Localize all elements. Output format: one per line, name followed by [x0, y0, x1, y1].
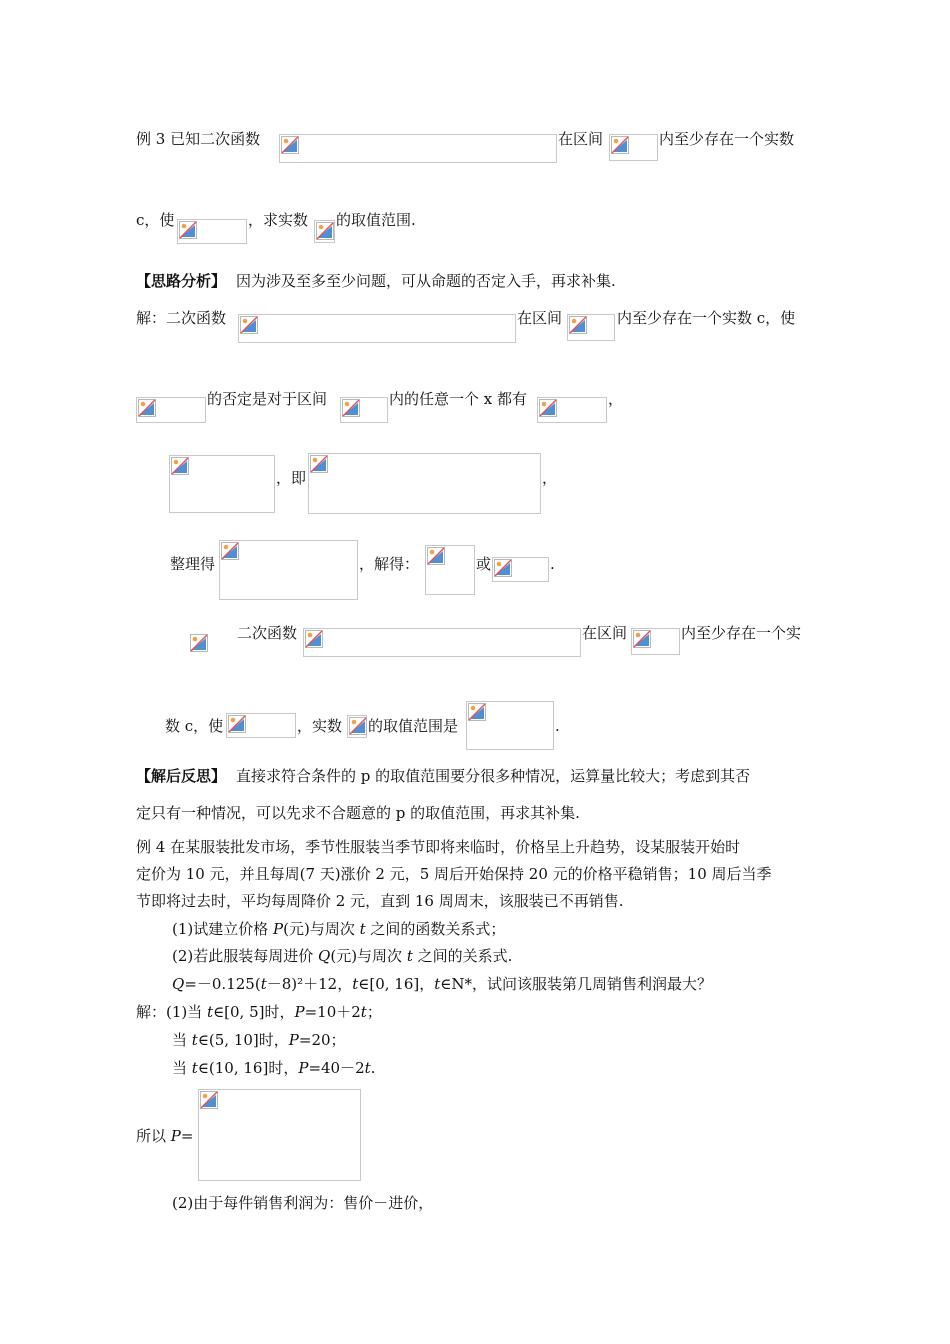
- broken-image-icon: [611, 136, 629, 154]
- broken-image-icon: [200, 1091, 218, 1109]
- broken-image-icon: [281, 136, 299, 154]
- broken-image-icon: [221, 542, 239, 560]
- broken-image-icon: [316, 222, 334, 240]
- formula-image: [567, 314, 615, 341]
- sol3-text: 整理得: [170, 555, 216, 573]
- formula-image: [279, 134, 557, 163]
- broken-image-icon: [305, 630, 323, 648]
- ex3-text: 例 3 已知二次函数: [136, 130, 261, 148]
- sol3-text: .: [550, 555, 555, 573]
- ex4-question-1: (1)试建立价格 P(元)与周次 t 之间的函数关系式；: [172, 920, 506, 938]
- analysis-text: 因为涉及至多至少问题，可从命题的否定入手，再求补集.: [236, 272, 616, 290]
- broken-image-icon: [569, 316, 587, 334]
- broken-image-icon: [310, 455, 328, 473]
- formula-image: [340, 397, 388, 423]
- broken-image-icon: [494, 559, 512, 577]
- formula-image: [609, 134, 658, 161]
- ex4-text: 定价为 10 元，并且每周(7 天)涨价 2 元，5 周后开始保持 20 元的价格平稳销售；10 周后当季: [136, 865, 772, 883]
- sol3-text: 解：二次函数: [136, 309, 227, 327]
- formula-image: [308, 453, 541, 514]
- formula-image: [492, 557, 549, 582]
- sol3-text: ，解得：: [359, 555, 420, 573]
- broken-image-icon: [427, 547, 445, 565]
- formula-image: [425, 545, 475, 595]
- ex3-text: ，求实数: [248, 211, 309, 229]
- ex3-text: c，使: [136, 211, 175, 229]
- ex3-text: 内至少存在一个实数: [659, 130, 795, 148]
- ex4-text: 节即将过去时，平均每周降价 2 元，直到 16 周周末，该服装已不再销售.: [136, 892, 624, 910]
- reflection-text: 定只有一种情况，可以先求不合题意的 p 的取值范围，再求其补集.: [136, 804, 580, 822]
- sol3-text: 的否定是对于区间: [207, 390, 328, 408]
- ex4-question-formula: Q=－0.125(t－8)²＋12，t∈[0, 16]，t∈N*，试问该服装第几周销售利润最大？: [172, 975, 712, 993]
- sol3-text: 内的任意一个 x 都有: [389, 390, 527, 408]
- formula-image: [303, 628, 581, 657]
- broken-image-icon: [539, 399, 557, 417]
- sol3-text: 内至少存在一个实数 c，使: [617, 309, 796, 327]
- ex3-text: 的取值范围.: [336, 211, 416, 229]
- broken-image-icon: [468, 703, 486, 721]
- sol3-text: .: [555, 717, 560, 735]
- sol3-text: 内至少存在一个实: [681, 624, 802, 642]
- broken-image-icon: [342, 399, 360, 417]
- broken-image-icon: [240, 316, 258, 334]
- sol3-text: 在区间: [517, 309, 563, 327]
- sol3-text: 在区间: [582, 624, 628, 642]
- ex4-question-2: (2)若此服装每周进价 Q(元)与周次 t 之间的关系式.: [172, 947, 513, 965]
- sol4-line: 当 t∈(5, 10]时，P=20；: [172, 1031, 346, 1049]
- sol4-line: 所以 P=: [136, 1127, 194, 1145]
- sol3-text: ，即: [276, 469, 307, 487]
- sol3-text: 的取值范围是: [368, 717, 459, 735]
- broken-image-icon: [228, 715, 246, 733]
- sol3-text: ，实数: [297, 717, 343, 735]
- sol4-line: (2)由于每件销售利润为：售价－进价，: [172, 1194, 434, 1212]
- sol3-text: ，: [542, 469, 558, 487]
- broken-image-icon: [633, 630, 651, 648]
- formula-image: [226, 713, 296, 738]
- ex4-text: 例 4 在某服装批发市场，季节性服装当季节即将来临时，价格呈上升趋势，设某服装开始时: [136, 838, 741, 856]
- sol3-text: 或: [476, 555, 492, 573]
- ex3-text: 在区间: [558, 130, 604, 148]
- formula-image: [198, 1089, 361, 1181]
- formula-image: [347, 715, 367, 738]
- broken-image-icon: [349, 717, 367, 735]
- broken-image-icon: [138, 399, 156, 417]
- sol3-text: 二次函数: [237, 624, 298, 642]
- analysis-heading: 【思路分析】: [136, 272, 227, 290]
- sol4-line: 解：(1)当 t∈[0, 5]时，P=10＋2t；: [136, 1003, 382, 1021]
- broken-image-icon: [179, 221, 197, 239]
- broken-image-icon: [190, 634, 208, 652]
- formula-image: [169, 455, 275, 513]
- sol3-text: ，: [608, 390, 624, 408]
- formula-image: [466, 701, 554, 750]
- formula-image: [177, 219, 247, 244]
- reflection-text: 直接求符合条件的 p 的取值范围要分很多种情况，运算量比较大；考虑到其否: [236, 767, 751, 785]
- formula-image: [537, 397, 607, 423]
- formula-image: [136, 397, 206, 423]
- broken-image-icon: [171, 457, 189, 475]
- reflection-heading: 【解后反思】: [136, 767, 227, 785]
- formula-image: [219, 540, 358, 600]
- formula-image: [631, 628, 680, 655]
- formula-image: [238, 314, 516, 343]
- sol3-text: 数 c，使: [165, 717, 224, 735]
- sol4-line: 当 t∈(10, 16]时，P=40－2t.: [172, 1059, 376, 1077]
- formula-image: [314, 220, 335, 243]
